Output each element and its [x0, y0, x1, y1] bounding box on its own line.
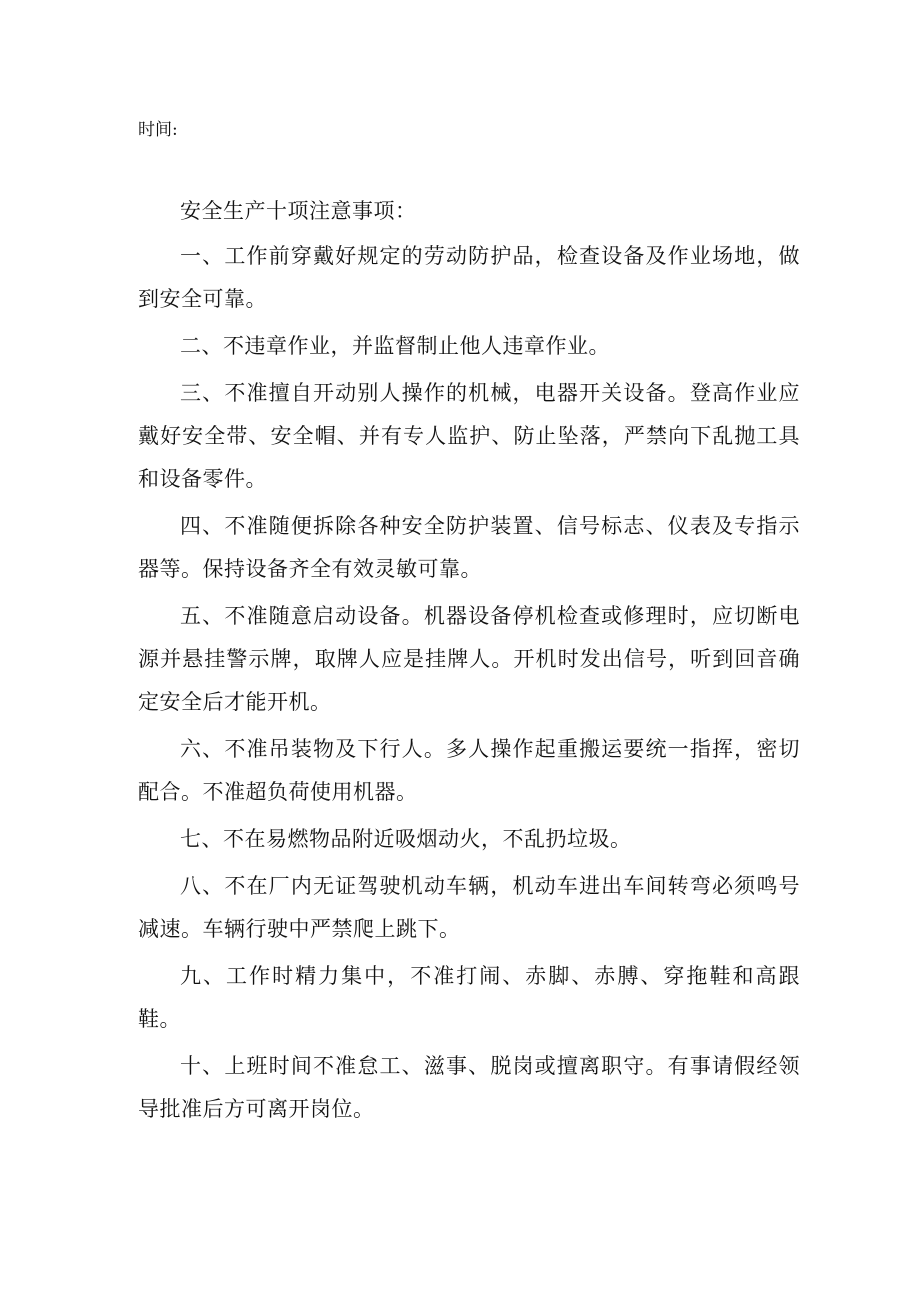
rule-item-8: 八、不在厂内无证驾驶机动车辆，机动车进出车间转弯必须鸣号减速。车辆行驶中严禁爬上跳下。: [138, 874, 800, 941]
rule-item-4: 四、不准随便拆除各种安全防护装置、信号标志、仪表及专指示器等。保持设备齐全有效灵敏可靠。: [138, 514, 800, 581]
time-label: 时间:: [138, 120, 178, 140]
rule-item-2: 二、不违章作业，并监督制止他人违章作业。: [180, 334, 610, 358]
rule-item-3: 三、不准擅自开动别人操作的机械，电器开关设备。登高作业应戴好安全带、安全帽、并有专人监护、防止坠落，严禁向下乱抛工具和设备零件。: [138, 381, 800, 491]
rule-item-9: 九、工作时精力集中，不准打闹、赤脚、赤膊、穿拖鞋和高跟鞋。: [138, 964, 800, 1031]
rule-item-5: 五、不准随意启动设备。机器设备停机检查或修理时，应切断电源并悬挂警示牌，取牌人应是挂牌人。开机时发出信号，听到回音确定安全后才能开机。: [138, 604, 800, 714]
rule-item-6: 六、不准吊装物及下行人。多人操作起重搬运要统一指挥，密切配合。不准超负荷使用机器。: [138, 737, 800, 804]
rule-item-7: 七、不在易燃物品附近吸烟动火，不乱扔垃圾。: [180, 827, 632, 851]
rule-item-10: 十、上班时间不准怠工、滋事、脱岗或擅离职守。有事请假经领导批准后方可离开岗位。: [138, 1054, 800, 1121]
rule-item-1: 一、工作前穿戴好规定的劳动防护品，检查设备及作业场地，做到安全可靠。: [138, 244, 800, 311]
document-body: [138, 190, 800, 1135]
section-heading: 安全生产十项注意事项：: [180, 199, 417, 223]
